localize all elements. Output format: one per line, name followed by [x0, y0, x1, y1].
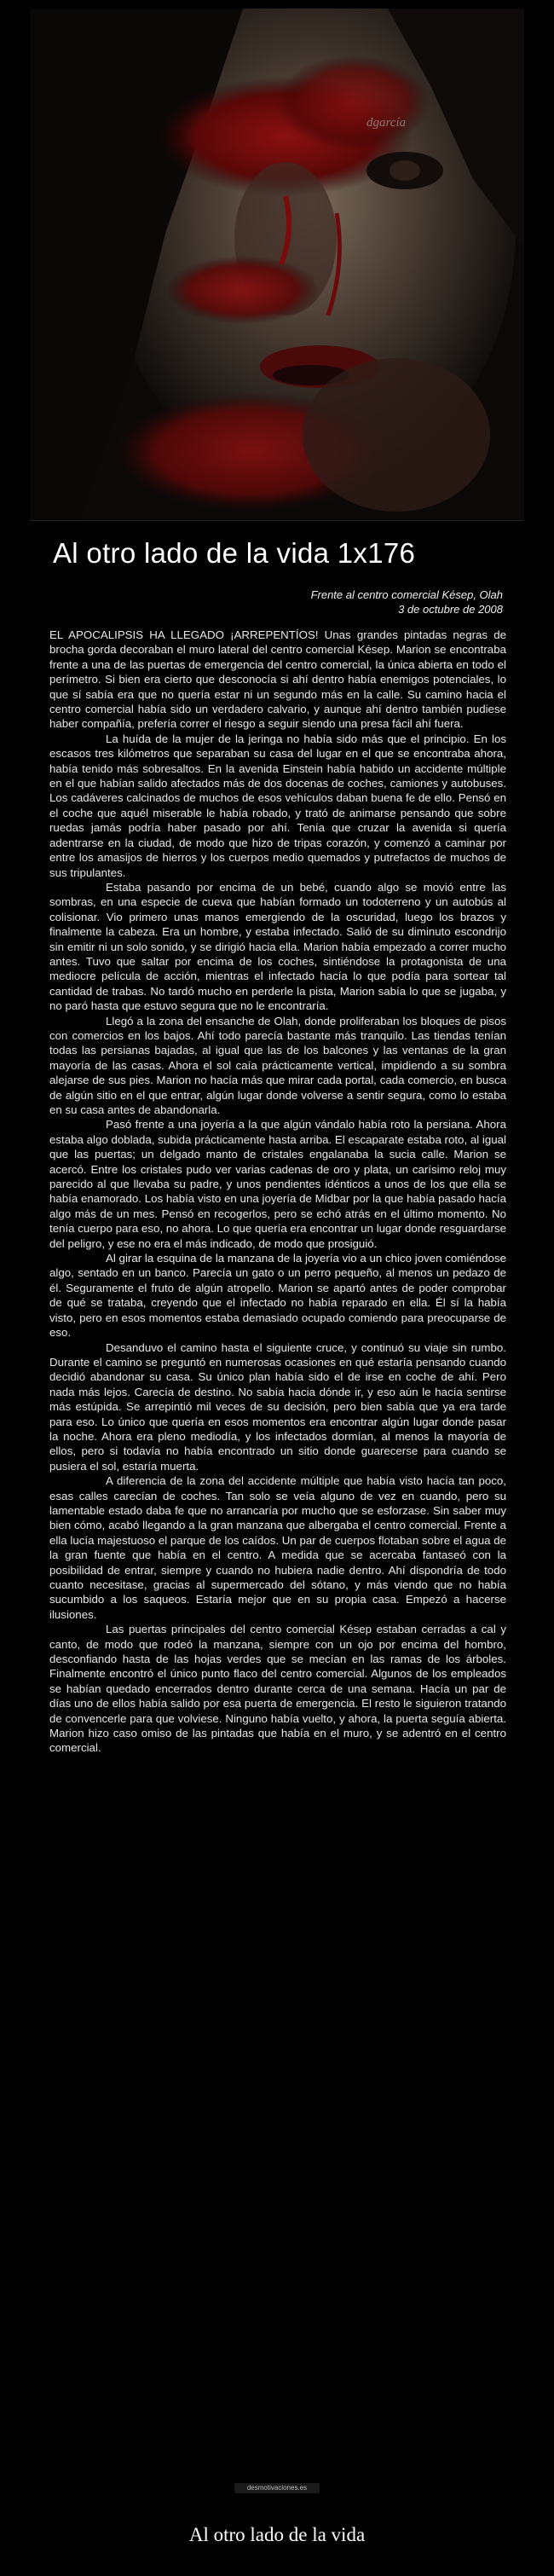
story-paragraph: Desanduvo el camino hasta el siguiente cruce, y continuó su viaje sin rumbo. Durante el camino se preguntó en numerosas ocasiones en qué estaría pensando cuando decidió abandonar su casa. Su único plan había sido el de irse en coche de ahí. Pero nada más lejos. Carecía de destino. No sabía hacia dónde ir, y eso aún le hacía sentirse más estúpida. Se arrepintió mil veces de su decisión, pero bien sabía que ya era tarde para eso. Lo único que quería en esos momentos era encontrar algún lugar donde pasar la noche. Ahora era pleno mediodía, y los infectados dormían, al menos la mayoría de ellos, pero si todavía no había encontrado un sitio donde guarecerse para cuando se pusiera el sol, estaría muerta.: [49, 1340, 506, 1473]
story-paragraph: Las puertas principales del centro comercial Késep estaban cerradas a cal y canto, de modo que rodeó la manzana, siempre con un ojo por encima del hombro, desconfiando hasta de las hojas verdes que se mecían en las ramas de los árboles. Finalmente encontró el único punto flaco del centro comercial. Algunos de los empleados se habían quedado encerrados dentro durante cerca de una semana. Hacía un par de días uno de ellos había salido por esa puerta de emergencia. El resto le siguieron tratando de convencerle para que volviese. Ninguno había vuelto, y ahora, la puerta seguía abierta. Marion hizo caso omiso de las pintadas que había en el muro, y se adentró en el centro comercial.: [49, 1623, 506, 1755]
poster-caption: Al otro lado de la vida: [188, 2524, 366, 2545]
story-paragraph: Pasó frente a una joyería a la que algún vándalo había roto la persiana. Ahora estaba algo doblada, subida prácticamente hasta arriba. El escaparate estaba roto, al igual que las puertas; un delgado manto de cristales engalanaba la sucia calle. Marion se acercó. Entre los cristales pudo ver varias cadenas de oro y plata, un carísimo reloj muy parecido al que llevaba su padre, y unos pendientes idénticos a unos de los que ella se había enamorado. Los había visto en una joyería de Midbar por la que había pasado hacía algo más de un mes. Pensó en recogerlos, pero se echó atrás en el último momento. No tenía cuerpo para eso, no ahora. Lo que quería era encontrar un lugar donde resguardarse del peligro, y ese no era el más indicado, de modo que prosiguió.: [49, 1118, 506, 1250]
poster-subtitle-date: 3 de octubre de 2008: [398, 603, 503, 616]
photo-signature: dgarcía: [366, 116, 407, 130]
story-paragraph: Al girar la esquina de la manzana de la joyería vio a un chico joven comiéndose algo, sentado en un banco. Parecía un gato o un perro pequeño, al menos un pedazo de él. Seguramente el fruto de algún atropello. Marion se apartó antes de poder comprobar de qué se trataba, creyendo que el infectado no había reparado en ella. Él sí la había visto, pero en esos momentos estaba demasiado ocupado comiendo para preocuparse de eso.: [49, 1252, 506, 1340]
poster-title: Al otro lado de la vida 1x176: [53, 537, 416, 569]
story-paragraph: A diferencia de la zona del accidente múltiple que había visto hacía tan poco, esas calles carecían de coches. Tan solo se veía alguno de vez en cuando, pero su lamentable estado daba fe que no arrancaría por mucho que se esforzase. Sin saber muy bien cómo, acabó llegando a la gran manzana que albergaba el centro comercial. Frente a ella lucía majestuoso el parque de los caídos. Un par de cuerpos flotaban sobre el agua de la gran fuente que había en el centro. A medida que se acercaba fantaseó con la posibilidad de entrar, siempre y cuando no hubiera nadie dentro. Ahí dispondría de todo cuanto necesitase, gracias al supermercado del sótano, y más viendo que no había sucumbido a los saqueos. Estaría mejor que en su propia casa. Empezó a hacerse ilusiones.: [49, 1474, 506, 1621]
bloody-face-image: [30, 9, 524, 520]
story-paragraph: La huída de la mujer de la jeringa no había sido más que el principio. En los escasos tres kilómetros que separaban su casa del lugar en el que se encontraba ahora, había tenido más sobresaltos. En la avenida Einstein había habido un accidente múltiple en el que habían salido afectados más de dos docenas de coches, camiones y autobuses. Los cadáveres calcinados de muchos de esos vehículos daban buena fe de ello. Pensó en el coche que aquél miserable le había robado, y trató de animarse pensando que sobre ruedas jamás podría haber pasado por ahí. Tenía que cruzar la avenida si quería adentrarse en la ciudad, de modo que hizo de tripas corazón, y comenzó a caminar por entre los amasijos de hierros y los cuerpos medio quemados y putrefactos de muchos de sus tripulantes.: [49, 732, 506, 879]
poster-subtitle-location: Frente al centro comercial Késep, Olah: [310, 588, 503, 601]
poster-photo: [30, 9, 524, 521]
story-text: [49, 628, 506, 1756]
site-watermark[interactable]: desmotivaciones.es: [234, 2483, 320, 2493]
story-paragraph: Llegó a la zona del ensanche de Olah, donde proliferaban los bloques de pisos con comercios en los bajos. Ahí todo parecía bastante más tranquilo. Las tiendas tenían todas las persianas bajadas, al igual que las de los balcones y las ventanas de la gran mayoría de las casas. Ahora el sol caía prácticamente vertical, impidiendo a su sombra alejarse de sus pies. Marion no hacía más que mirar cada portal, cada comercio, en busca de algún sitio en el que entrar, algún lugar donde volverse a sentir segura, como lo estaba en su casa antes de abandonarla.: [49, 1014, 506, 1116]
story-paragraph: Estaba pasando por encima de un bebé, cuando algo se movió entre las sombras, en una especie de cueva que habían formado un todoterreno y un autobús al colisionar. Vio primero unas manos emergiendo de la oscuridad, luego los brazos y finalmente la cabeza. Era un hombre, y estaba infectado. Salió de su diminuto escondrijo sin emitir ni un solo sonido, y se dirigió hacia ella. Marion había empezado a correr mucho antes. Tuvo que saltar por encima de los coches, sintiéndose la protagonista de una mediocre película de acción, mientras el infectado hacía lo que podía para sortear tal cantidad de trabas. No tardó mucho en perderle la pista, Marion sabía lo que se jugaba, y no paró hasta que estuvo segura que no le encontraría.: [49, 880, 506, 1013]
story-paragraph: EL APOCALIPSIS HA LLEGADO ¡ARREPENTÍOS! Unas grandes pintadas negras de brocha gorda decoraban el muro lateral del centro comercial Késep. Marion se encontraba frente a una de las puertas de emergencia del centro comercial, la única abierta en todo el perímetro. Si bien era cierto que desconocía si ahí dentro había enemigos potenciales, lo que sí sabía era que no quería estar ni un segundo más en la calle. Su camino hacia el centro comercial había sido un verdadero calvario, y aunque ahí dentro también pudiese haber compañía, prefería correr el riesgo a seguir siendo una presa fácil ahí fuera.: [49, 628, 506, 731]
